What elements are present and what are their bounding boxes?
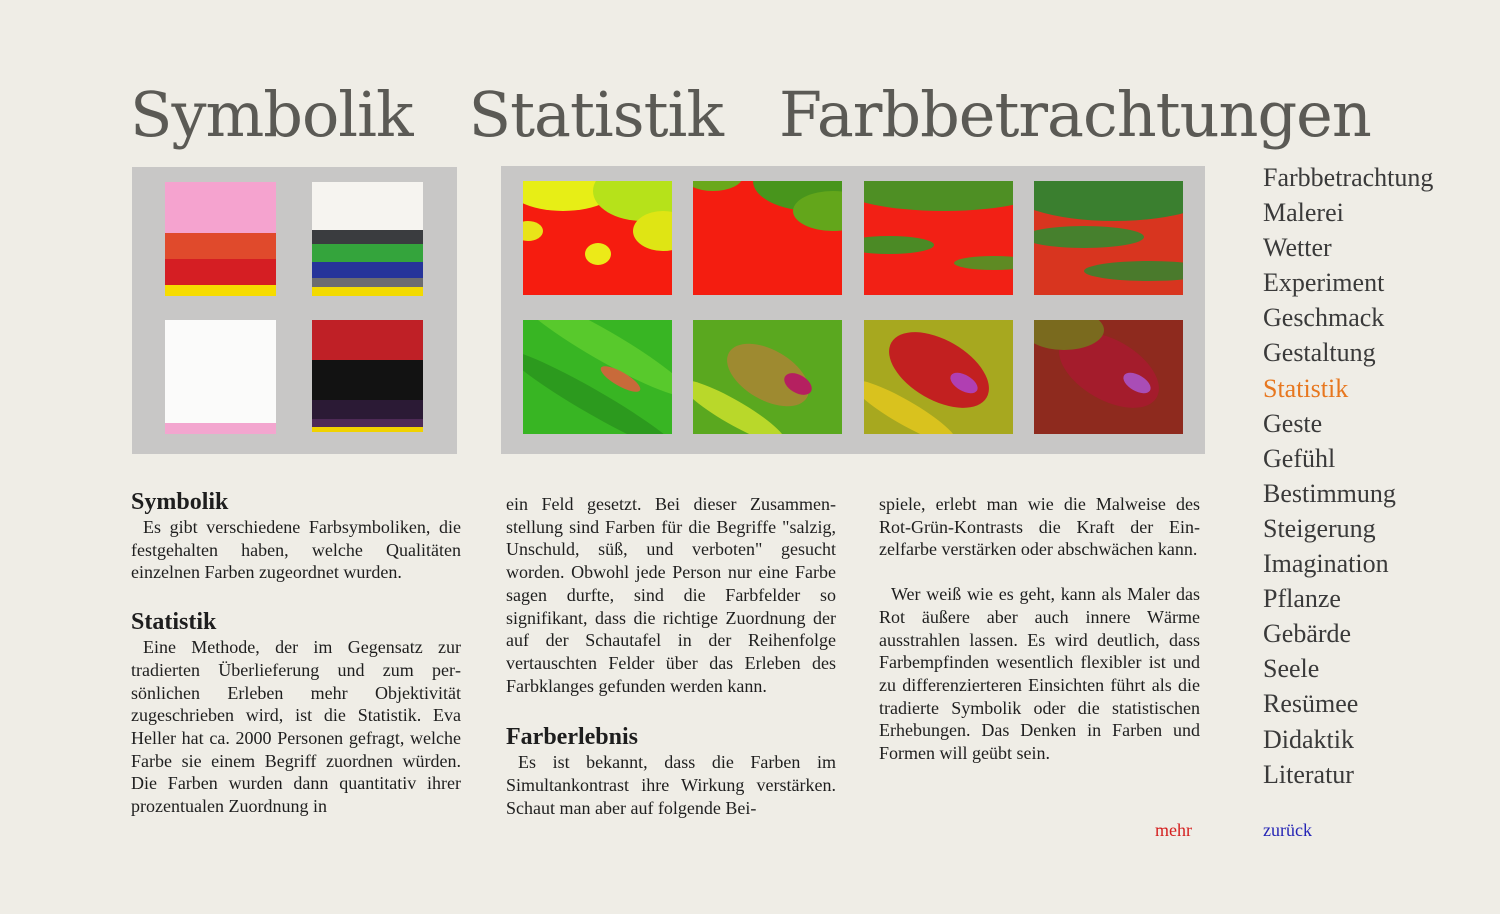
nav-item-gestaltung[interactable]: Gestaltung xyxy=(1263,338,1376,368)
nav-item-gebaerde[interactable]: Gebärde xyxy=(1263,619,1352,649)
painting-tile xyxy=(864,181,1013,295)
nav-item-geste[interactable]: Geste xyxy=(1263,408,1323,438)
back-link[interactable]: zurück xyxy=(1263,820,1312,840)
nav-item-seele[interactable]: Seele xyxy=(1263,654,1320,684)
heading-statistik: Statistik xyxy=(131,609,217,636)
nav-item-resuemee[interactable]: Resümee xyxy=(1263,689,1359,719)
page-title: Symbolik Statistik Farbbetrachtungen xyxy=(130,78,1371,151)
paragraph: ein Feld gesetzt. Bei dieser Zusammenstellung sind Farben für die Begriffe "salzig, Unschuld, süß, und verboten" gesucht worden. Obwohl jede Person nur eine Farbe sagen durfte, sind die Farbfelder so signifikant, dass die richtige Zuordnung der auf der Schautafel in der Reihenfolge vertauschten Felder über das Erleben des Farbklanges gefunden werden kann. xyxy=(506,494,836,696)
swatch-innocence xyxy=(312,182,423,296)
nav-item-gefuehl[interactable]: Gefühl xyxy=(1263,443,1336,473)
nav-item-literatur[interactable]: Literatur xyxy=(1263,759,1354,789)
painting-tile xyxy=(864,320,1013,434)
nav-item-steigerung[interactable]: Steigerung xyxy=(1263,513,1376,543)
swatch-forbidden xyxy=(312,320,423,432)
painting-tile xyxy=(523,320,672,434)
nav-item-experiment[interactable]: Experiment xyxy=(1263,268,1385,298)
painting-tile xyxy=(693,320,842,434)
paragraph: Es gibt verschiedene Farbsymboliken, die festgehalten haben, welche Qualitäten einzelnen Farben zugeordnet wurden. xyxy=(131,517,461,583)
swatch-salty xyxy=(165,182,276,296)
color-swatch-panel xyxy=(132,167,457,454)
paragraph: Wer weiß wie es geht, kann als Maler das Rot äußere aber auch innere Wärme ausstrahlen lassen. Es wird deutlich, dass Farbempfinden wesentlich flexibler ist und zu differenzierteren Einsichten führt als die tradierte Symbolik oder die statistischen Erhebungen. Das Denken in Farben und Formen will geübt sein. xyxy=(879,584,1200,764)
text-column-3 xyxy=(879,493,1200,765)
painting-tile xyxy=(1034,320,1183,434)
nav-item-imagination[interactable]: Imagination xyxy=(1263,549,1389,579)
heading-farberlebnis: Farberlebnis xyxy=(506,724,638,751)
paragraph: spiele, erlebt man wie die Malweise des Rot-Grün-Kontrasts die Kraft der Einzelfarbe verstärken oder abschwächen kann. xyxy=(879,494,1200,560)
nav-item-wetter[interactable]: Wetter xyxy=(1263,233,1332,263)
nav-item-farbbetrachtung[interactable]: Farbbetrachtung xyxy=(1263,163,1434,192)
heading-symbolik: Symbolik xyxy=(131,489,229,515)
text-column-1 xyxy=(131,488,461,818)
more-link[interactable]: mehr xyxy=(1155,820,1192,840)
swatch-sweet xyxy=(165,320,276,434)
painting-gallery-panel xyxy=(501,166,1205,454)
text-column-2 xyxy=(506,493,836,819)
nav-item-bestimmung[interactable]: Bestimmung xyxy=(1263,478,1396,508)
side-navigation xyxy=(1263,160,1433,792)
painting-tile xyxy=(693,181,842,295)
nav-item-geschmack[interactable]: Geschmack xyxy=(1263,303,1385,333)
nav-item-statistik[interactable]: Statistik xyxy=(1263,373,1349,403)
painting-tile xyxy=(523,181,672,295)
nav-item-malerei[interactable]: Malerei xyxy=(1263,198,1344,228)
nav-item-didaktik[interactable]: Didaktik xyxy=(1263,724,1354,754)
nav-item-pflanze[interactable]: Pflanze xyxy=(1263,584,1341,614)
painting-tile xyxy=(1034,181,1183,295)
paragraph: Eine Methode, der im Gegensatz zur tradierten Überlieferung und zum persönlichen Erleben mehr Objektivität zugeschrieben wird, ist die Statistik. Eva Heller hat ca. 2000 Personen gefragt, welche Farbe sie einem Begriff zuordnen würden. Die Farben wurden dann quantitativ ihrer prozentualen Zuordnung in xyxy=(131,637,461,817)
paragraph: Es ist bekannt, dass die Farben im Simultankontrast ihre Wirkung verstärken. Schaut man aber auf folgende Bei- xyxy=(506,752,836,818)
